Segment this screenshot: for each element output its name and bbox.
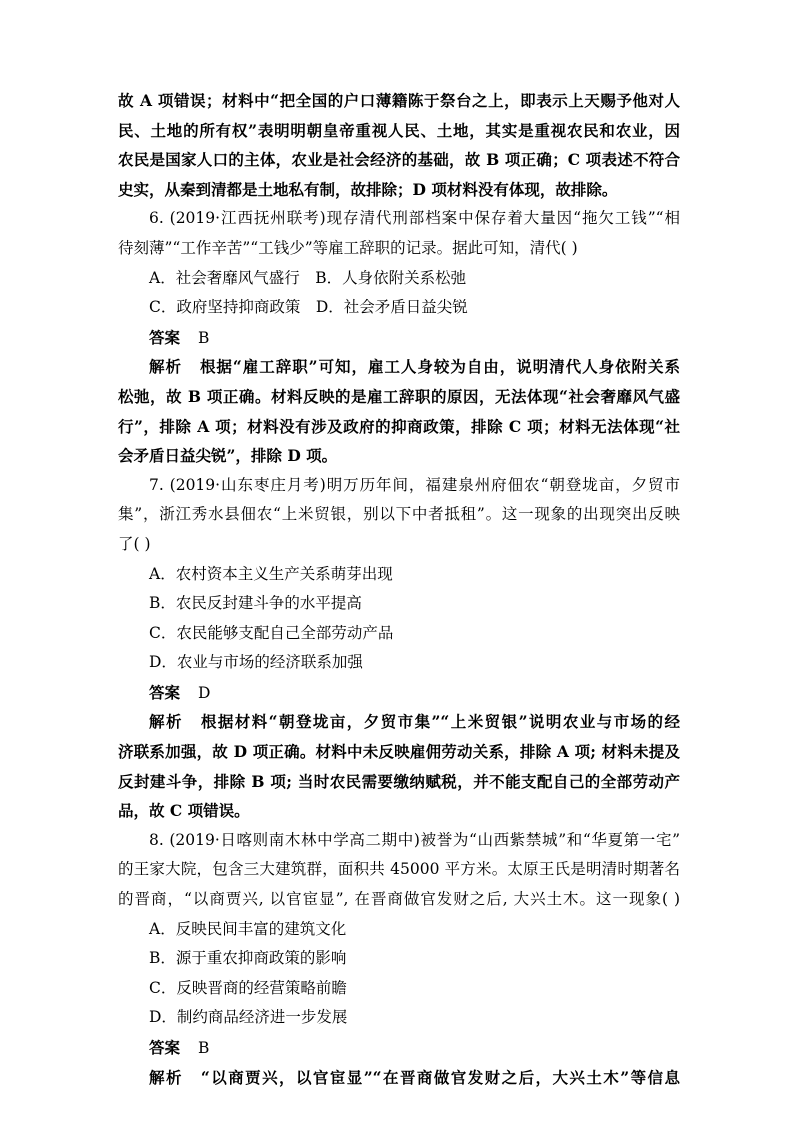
answer-label: 答案 <box>149 327 181 347</box>
analysis-text: “以商贾兴，以官宦显”“在晋商做官发财之后，大兴土木”等信息 <box>200 1067 680 1087</box>
document-page <box>118 86 680 1092</box>
question-6-analysis: 会矛盾日益尖锐”，排除 D 项。 <box>118 446 338 466</box>
answer-value: D <box>198 683 211 702</box>
answer-value: B <box>198 328 210 347</box>
question-6-answer <box>118 323 680 353</box>
question-6-analysis: 行”，排除 A 项；材料没有涉及政府的抑商政策，排除 C 项；材料无法体现“社 <box>118 416 680 436</box>
question-7-stem: 了( ) <box>118 534 151 553</box>
question-7-stem: 7. (2019·山东枣庄月考)明万历年间，福建泉州府佃农“朝登垅亩，夕贸市 <box>149 475 680 494</box>
answer-value: B <box>198 1039 210 1057</box>
question-8-option: A．反映民间丰富的建筑文化 <box>149 919 347 938</box>
question-8-option: C．反映晋商的经营策略前瞻 <box>149 978 347 997</box>
analysis-text: 根据材料“朝登垅亩，夕贸市集”“上米贸银”说明农业与市场的经 <box>200 712 680 732</box>
question-6-analysis: 松弛，故 B 项正确。材料反映的是雇工辞职的原因，无法体现“社会奢靡风气盛 <box>118 386 680 406</box>
question-7-answer <box>118 678 680 708</box>
question-7-option: D．农业与市场的经济联系加强 <box>149 653 363 672</box>
question-7-option: B．农民反封建斗争的水平提高 <box>149 594 362 613</box>
question-7-analysis <box>118 707 680 737</box>
question-8-option: B．源于重农抑商政策的影响 <box>149 949 347 968</box>
question-7-analysis: 品，故 C 项错误。 <box>118 801 250 821</box>
question-6-option: C．政府坚持抑商政策 D．社会矛盾日益尖锐 <box>149 298 468 317</box>
question-6-analysis <box>118 352 680 382</box>
question-7-option: A．农村资本主义生产关系萌芽出现 <box>149 564 393 583</box>
text-line: 史实，从秦到清都是土地私有制，故排除；D 项材料没有体现，故排除。 <box>118 179 618 199</box>
answer-label: 答案 <box>149 682 181 702</box>
text-line: 民、土地的所有权”表明明朝皇帝重视人民、土地，其实是重视农民和农业，因 <box>118 120 680 140</box>
analysis-label: 解析 <box>149 1067 183 1087</box>
question-7-analysis: 济联系加强，故 D 项正确。材料中未反映雇佣劳动关系，排除 A 项; 材料未提及 <box>118 742 680 762</box>
question-8-option: D．制约商品经济进一步发展 <box>149 1008 348 1027</box>
question-7-stem: 集”，浙江秀水县佃农“上米贸银，别以下中者抵租”。这一现象的出现突出反映 <box>118 505 680 524</box>
question-8-stem: 8. (2019·日喀则南木林中学高二期中)被誉为“山西紫禁城”和“华夏第一宅” <box>149 830 680 849</box>
question-8-answer <box>118 1033 680 1063</box>
text-line: 故 A 项错误；材料中“把全国的户口薄籍陈于祭台之上，即表示上天赐予他对人 <box>118 91 680 110</box>
analysis-text: 根据“雇工辞职”可知，雇工人身较为自由，说明清代人身依附关系 <box>199 357 680 377</box>
question-6-stem: 6. (2019·江西抚州联考)现存清代刑部档案中保存着大量因“拖欠工钱”“相 <box>149 209 680 228</box>
analysis-label: 解析 <box>149 712 183 732</box>
question-7-option: C．农民能够支配自己全部劳动产品 <box>149 623 394 642</box>
question-8-stem: 的王家大院，包含三大建筑群，面积共 45000 平方米。太原王氏是明清时期著名 <box>118 860 680 879</box>
question-8-analysis <box>118 1063 680 1093</box>
analysis-label: 解析 <box>149 357 182 377</box>
answer-label: 答案 <box>149 1038 181 1057</box>
question-6-stem: 待刻薄”“工作辛苦”“工钱少”等雇工辞职的记录。据此可知，清代( ) <box>118 238 578 257</box>
question-8-stem: 的晋商，“以商贾兴, 以官宦显”, 在晋商做官发财之后, 大兴土木。这一现象( ) <box>118 890 680 909</box>
text-line: 农民是国家人口的主体，农业是社会经济的基础，故 B 项正确；C 项表述不符合 <box>118 150 680 170</box>
question-6-option: A．社会奢靡风气盛行 B．人身依附关系松弛 <box>149 268 467 287</box>
question-7-analysis: 反封建斗争，排除 B 项; 当时农民需要缴纳赋税，并不能支配自己的全部劳动产 <box>118 771 680 791</box>
